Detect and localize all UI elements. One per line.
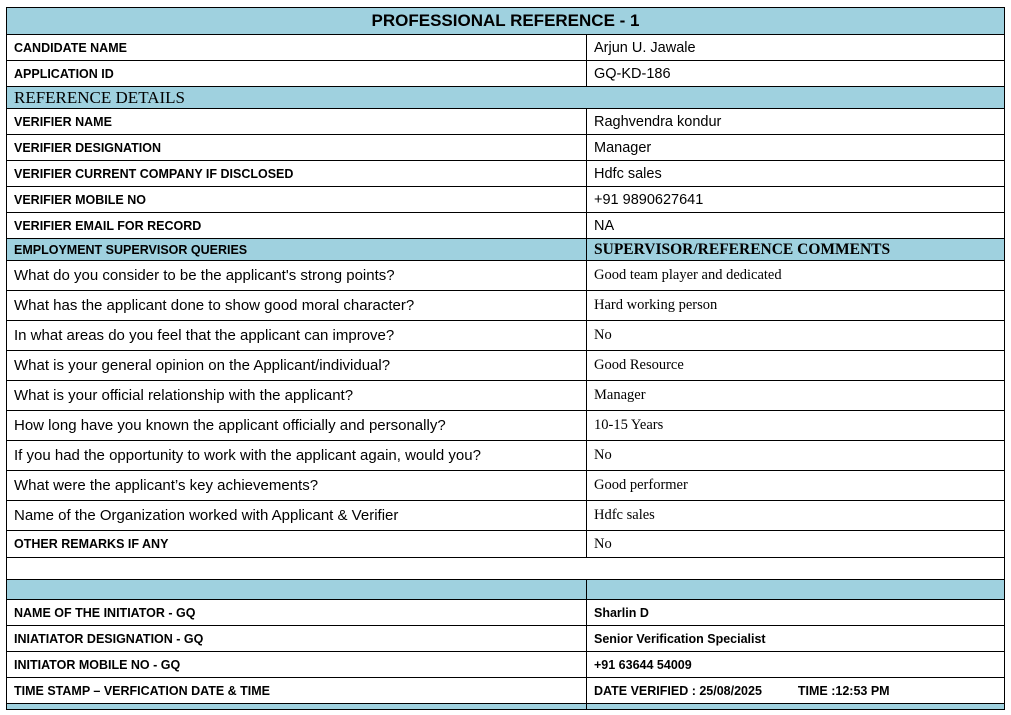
initiator-name-label: NAME OF THE INITIATOR - GQ xyxy=(7,600,587,626)
application-id-value: GQ-KD-186 xyxy=(587,61,1005,87)
initiator-designation-value: Senior Verification Specialist xyxy=(587,626,1005,652)
initiator-mobile-label: INITIATOR MOBILE NO - GQ xyxy=(7,652,587,678)
application-id-label: APPLICATION ID xyxy=(7,61,587,87)
query-question: In what areas do you feel that the applicant can improve? xyxy=(7,321,587,351)
footer-band-left xyxy=(7,704,587,710)
queries-header: EMPLOYMENT SUPERVISOR QUERIES xyxy=(7,239,587,261)
page-title: PROFESSIONAL REFERENCE - 1 xyxy=(7,8,1005,35)
footer-band-right xyxy=(587,704,1005,710)
verifier-name-label: VERIFIER NAME xyxy=(7,109,587,135)
query-answer: Hard working person xyxy=(587,291,1005,321)
verifier-designation-label: VERIFIER DESIGNATION xyxy=(7,135,587,161)
reference-details-section-header: REFERENCE DETAILS xyxy=(7,87,1005,109)
query-question: Name of the Organization worked with Applicant & Verifier xyxy=(7,501,587,531)
query-answer: 10-15 Years xyxy=(587,411,1005,441)
query-answer: Hdfc sales xyxy=(587,501,1005,531)
other-remarks-label: OTHER REMARKS IF ANY xyxy=(7,531,587,558)
query-question: If you had the opportunity to work with the applicant again, would you? xyxy=(7,441,587,471)
verifier-email-label: VERIFIER EMAIL FOR RECORD xyxy=(7,213,587,239)
query-answer: Good Resource xyxy=(587,351,1005,381)
verifier-company-value: Hdfc sales xyxy=(587,161,1005,187)
date-verified: DATE VERIFIED : 25/08/2025 xyxy=(594,683,762,698)
query-answer: No xyxy=(587,441,1005,471)
reference-form-table xyxy=(6,7,1005,710)
initiator-header-right xyxy=(587,580,1005,600)
query-question: What were the applicant’s key achievements? xyxy=(7,471,587,501)
verifier-designation-value: Manager xyxy=(587,135,1005,161)
query-answer: Good team player and dedicated xyxy=(587,261,1005,291)
other-remarks-value: No xyxy=(587,531,1005,558)
query-question: How long have you known the applicant officially and personally? xyxy=(7,411,587,441)
candidate-name-label: CANDIDATE NAME xyxy=(7,35,587,61)
comments-header: SUPERVISOR/REFERENCE COMMENTS xyxy=(587,239,1005,261)
timestamp-value xyxy=(587,678,1005,704)
verifier-company-label: VERIFIER CURRENT COMPANY IF DISCLOSED xyxy=(7,161,587,187)
query-question: What has the applicant done to show good moral character? xyxy=(7,291,587,321)
query-question: What is your general opinion on the Applicant/individual? xyxy=(7,351,587,381)
query-question: What is your official relationship with the applicant? xyxy=(7,381,587,411)
query-question: What do you consider to be the applicant's strong points? xyxy=(7,261,587,291)
query-answer: Manager xyxy=(587,381,1005,411)
initiator-mobile-value: +91 63644 54009 xyxy=(587,652,1005,678)
query-answer: No xyxy=(587,321,1005,351)
verifier-mobile-label: VERIFIER MOBILE NO xyxy=(7,187,587,213)
verifier-name-value: Raghvendra kondur xyxy=(587,109,1005,135)
candidate-name-value: Arjun U. Jawale xyxy=(587,35,1005,61)
time-verified: TIME :12:53 PM xyxy=(797,683,890,698)
verifier-mobile-value: +91 9890627641 xyxy=(587,187,1005,213)
timestamp-label: TIME STAMP – VERFICATION DATE & TIME xyxy=(7,678,587,704)
initiator-designation-label: INIATIATOR DESIGNATION - GQ xyxy=(7,626,587,652)
verifier-email-value: NA xyxy=(587,213,1005,239)
initiator-header-left xyxy=(7,580,587,600)
initiator-name-value: Sharlin D xyxy=(587,600,1005,626)
query-answer: Good performer xyxy=(587,471,1005,501)
blank-row xyxy=(7,558,1005,580)
